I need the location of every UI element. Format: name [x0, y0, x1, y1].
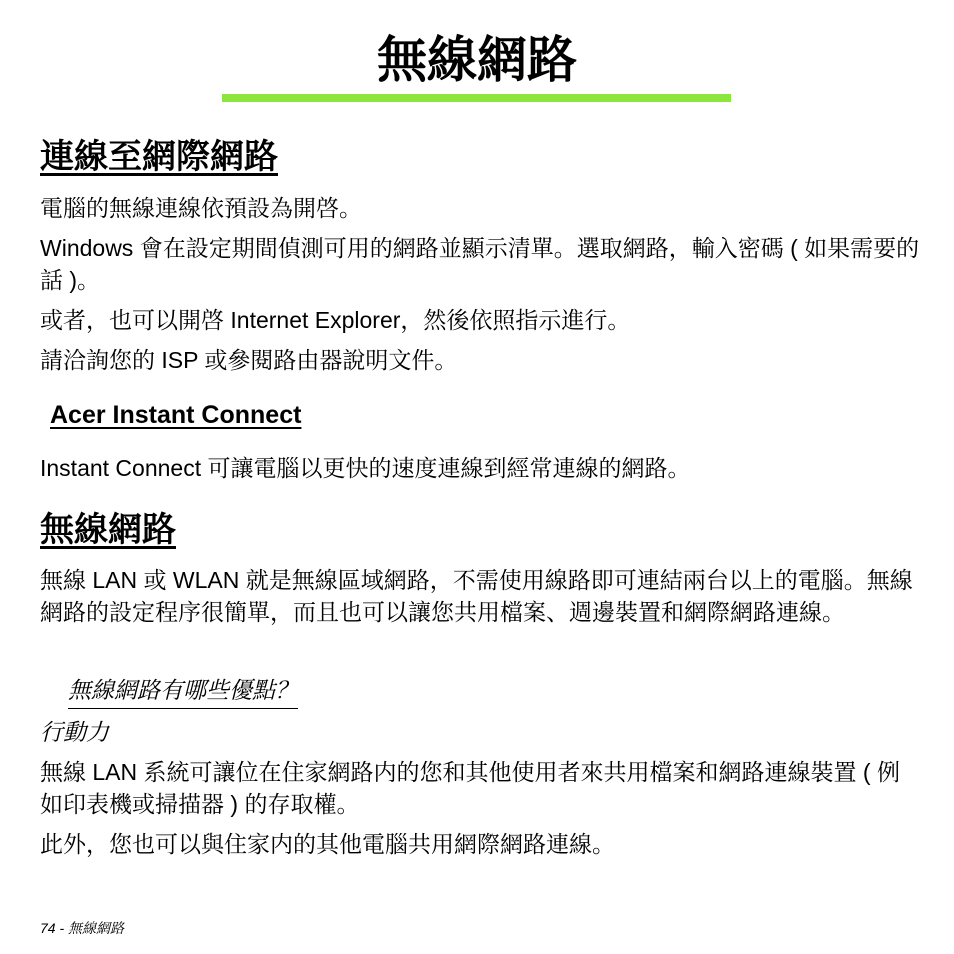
heading-mobility: 行動力 — [40, 719, 109, 745]
heading-wireless-benefits: 無線網路有哪些優點？ — [68, 676, 298, 709]
paragraph-internet-sharing: 此外，您也可以與住家内的其他電腦共用網際網路連線。 — [40, 831, 615, 857]
heading-connect-internet: 連線至網際網路 — [40, 138, 278, 176]
page-title: 無線網路 — [377, 32, 577, 88]
paragraph-internet-explorer: 或者，也可以開啓 Internet Explorer，然後依照指示進行。 — [40, 307, 631, 333]
page-footer: 74 - 無線網路 — [40, 920, 125, 936]
title-underline-bar — [222, 94, 731, 102]
paragraph-wlan-sharing: 無線 LAN 系統可讓位在住家網路内的您和其他使用者來共用檔案和網路連線裝置 ( 例如印表機或掃描器 ) 的存取權。 — [40, 759, 900, 817]
heading-wireless-network: 無線網路 — [40, 511, 176, 549]
paragraph-windows-detect: Windows 會在設定期間偵測可用的網路並顯示清單。選取網路，輸入密碼 ( 如果需要的話 )。 — [40, 235, 920, 293]
heading-acer-instant-connect: Acer Instant Connect — [50, 401, 302, 429]
paragraph-wlan-definition: 無線 LAN 或 WLAN 就是無線區域網路，不需使用線路即可連結兩台以上的電腦。無線網路的設定程序很簡單，而且也可以讓您共用檔案、週邊裝置和網際網路連線。 — [40, 567, 913, 625]
paragraph-instant-connect: Instant Connect 可讓電腦以更快的速度連線到經常連線的網路。 — [40, 455, 691, 481]
paragraph-isp: 請洽詢您的 ISP 或參閱路由器說明文件。 — [40, 347, 458, 373]
paragraph-default-on: 電腦的無線連線依預設為開啓。 — [40, 195, 362, 221]
